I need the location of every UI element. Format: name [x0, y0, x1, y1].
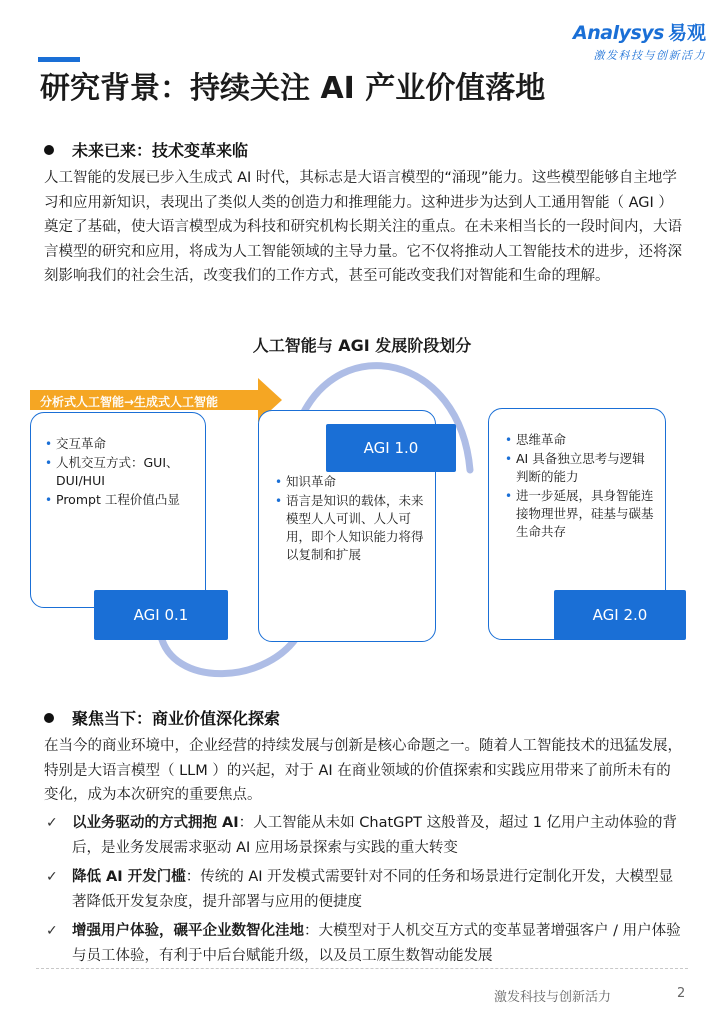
section2-heading-text: 聚焦当下：商业价值深化探索: [72, 709, 281, 728]
footer-slogan: 激发科技与创新活力: [494, 990, 612, 1005]
check-item-text: ：大模型对于人机交互方式的变革显著增强客户 / 用户体验与员工体验，有利于中后台赋能升级，以及员工原生数智动能发展: [72, 923, 681, 964]
check-item-bold: 以业务驱动的方式拥抱 AI: [72, 815, 239, 831]
check-icon: ✓: [46, 815, 58, 831]
check-list-item: [46, 919, 686, 968]
page-title: 研究背景：持续关注 AI 产业价值落地: [40, 71, 546, 106]
stage-card-list: [45, 435, 195, 509]
logo-brand-name: nalysys: [587, 22, 664, 44]
section2-paragraph: 在当今的商业环境中，企业经营的持续发展与创新是核心命题之一。随着人工智能技术的迅猛发展，特别是大语言模型（ LLM ）的兴起，对于 AI 在商业领域的价值探索和实践应用带来了前所未有的变化，成为本次研究的重要焦点。: [44, 738, 682, 803]
brand-logo: [566, 18, 706, 62]
stage-card-list: [505, 431, 655, 541]
stage-label-agi-2-0: AGI 2.0: [554, 590, 686, 640]
check-icon: ✓: [46, 923, 58, 939]
stage-label-agi-1-0: AGI 1.0: [326, 424, 456, 472]
title-accent-bar: [38, 57, 80, 62]
list-item: • 交互革命: [45, 435, 195, 453]
stage-card-list: [275, 473, 425, 564]
logo-brand-initial: A: [573, 22, 588, 44]
list-item: • 语言是知识的载体，未来模型人人可训、人人可用，即个人知识能力将得以复制和扩展: [275, 492, 425, 564]
check-item-bold: 降低 AI 开发门槛: [72, 869, 186, 885]
stage-card-agi-0-1: [30, 412, 206, 608]
list-item: • Prompt 工程价值凸显: [45, 491, 195, 509]
bullet-dot-icon: [44, 145, 54, 155]
list-item: • 人机交互方式：GUI、DUI/HUI: [45, 454, 195, 490]
arrow-label-text: 分析式人工智能→生成式人工智能: [40, 395, 219, 409]
list-item: • 思维革命: [505, 431, 655, 449]
check-list-item: [46, 811, 686, 860]
diagram-title: 人工智能与 AGI 发展阶段划分: [252, 336, 472, 355]
logo-brand-cn: 易观: [667, 22, 706, 44]
list-item: • 知识革命: [275, 473, 425, 491]
section1-heading-text: 未来已来：技术变革来临: [72, 141, 249, 160]
bullet-dot-icon: [44, 713, 54, 723]
logo-slogan: 激发科技与创新活力: [593, 49, 706, 62]
section2-heading: [44, 706, 280, 729]
section1-paragraph: 人工智能的发展已步入生成式 AI 时代，其标志是大语言模型的“涌现”能力。这些模型能够自主地学习和应用新知识，表现出了类似人类的创造力和推理能力。这种进步为达到人工通用智能（ AGI ）奠定了基础，使大语言模型成为科技和研究机构长期关注的重点。在未来相当长的一段时间内，大语言模型的研究和应用，将成为人工智能领域的主导力量。它不仅将推动人工智能技术的进步，还将深刻影响我们的社会生活，改变我们的工作方式，甚至可能改变我们对智能和生命的理解。: [44, 170, 682, 284]
list-item: • AI 具备独立思考与逻辑判断的能力: [505, 450, 655, 486]
check-item-text: ：人工智能从未如 ChatGPT 这般普及，超过 1 亿用户主动体验的背后，是业务发展需求驱动 AI 应用场景探索与实践的重大转变: [72, 815, 678, 856]
list-item: • 进一步延展，具身智能连接物理世界，硅基与碳基生命共存: [505, 487, 655, 541]
stage-label-agi-0-1: AGI 0.1: [94, 590, 228, 640]
check-icon: ✓: [46, 869, 58, 885]
check-item-text: ：传统的 AI 开发模式需要针对不同的任务和场景进行定制化开发，大模型显著降低开发复杂度，提升部署与应用的便捷度: [72, 869, 674, 910]
footer-divider: [36, 968, 688, 969]
section1-heading: [44, 138, 248, 161]
check-item-bold: 增强用户体验，碾平企业数智化洼地: [72, 923, 304, 939]
page-number: 2: [677, 986, 686, 1001]
check-list-item: [46, 865, 686, 914]
